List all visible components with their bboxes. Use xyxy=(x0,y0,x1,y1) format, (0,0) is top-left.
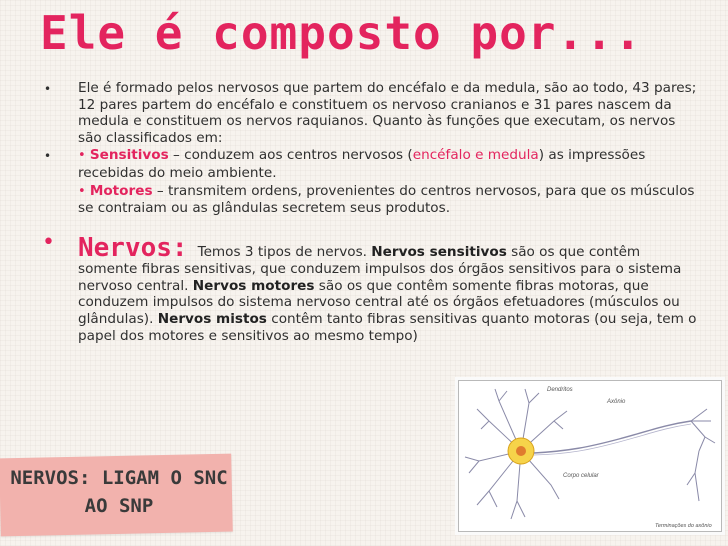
bullet-item-nervos xyxy=(30,229,700,345)
neuron-illustration xyxy=(458,380,722,532)
sensitivos-text-b: ) as impressões recebidas do meio ambiente. xyxy=(78,147,646,181)
term-sensitivos: Sensitivos xyxy=(89,147,169,164)
bullet-marker: • xyxy=(44,82,52,96)
label-dendritos: Dendritos xyxy=(547,387,573,393)
bullet-marker: • xyxy=(44,149,52,164)
bullet-item-formation xyxy=(30,80,700,146)
sub-bullet-marker: • xyxy=(78,148,90,164)
bullet-list xyxy=(30,80,700,345)
label-terminacoes: Terminações do axônio xyxy=(655,523,712,529)
axon-terminals xyxy=(687,409,715,501)
sub-item-sensitivos xyxy=(78,147,700,181)
nervos-paragraph xyxy=(78,232,700,345)
nervos-text-2: são os que contêm somente fibras sensitivas, que conduzem impulsos dos órgãos sensitivos para o sistema nervoso central. xyxy=(78,243,682,294)
sensitivos-text-a: – conduzem aos centros nervosos ( xyxy=(168,147,413,164)
axon-sheath xyxy=(534,424,691,455)
bullet-text: Ele é formado pelos nervosos que partem do encéfalo e da medula, são ao todo, 43 pares; 12 pares partem do encéfalo e constituem os nervoso cranianos e 31 pares nascem da medula e constituem os nervos raquianos. Quanto às funções que executam, os nervos são classificados em: xyxy=(78,80,697,146)
nervos-text-4: contêm tanto fibras sensitivas quanto motoras (ou seja, tem o papel dos motores e sensitivos ao mesmo tempo) xyxy=(78,311,697,344)
motores-text: – transmitem ordens, provenientes do centros nervosos, para que os músculos se contraiam ou as glândulas secretem seus produtos. xyxy=(78,182,695,217)
term-nervos-mistos: Nervos mistos xyxy=(157,311,267,328)
sub-bullet-marker: • xyxy=(78,183,90,199)
term-nervos-sensitivos: Nervos sensitivos xyxy=(371,243,507,260)
term-nervos-motores: Nervos motores xyxy=(192,277,315,294)
label-corpo-celular: Corpo celular xyxy=(563,473,599,479)
nucleus xyxy=(516,446,526,456)
highlight-encefalo-medula: encéfalo e medula xyxy=(412,147,539,164)
axon xyxy=(534,421,691,453)
term-motores: Motores xyxy=(89,182,153,199)
tape-note-text: NERVOS: LIGAM O SNC AO SNP xyxy=(10,467,228,517)
slide-title: Ele é composto por... xyxy=(40,6,643,60)
neuron-diagram xyxy=(459,381,721,531)
label-axonio: Axônio xyxy=(607,399,626,405)
sub-item-motores xyxy=(78,183,700,217)
bullet-item-classification xyxy=(30,147,700,216)
nervos-text-3: são os que contêm somente fibras motoras, que conduzem impulsos do sistema nervoso central até os órgãos efetuadores (músculos ou glândulas). xyxy=(78,277,680,328)
nervos-text-1: Temos 3 tipos de nervos. xyxy=(197,243,372,260)
nervos-heading: Nervos: xyxy=(78,232,188,263)
bullet-marker: • xyxy=(42,229,55,255)
